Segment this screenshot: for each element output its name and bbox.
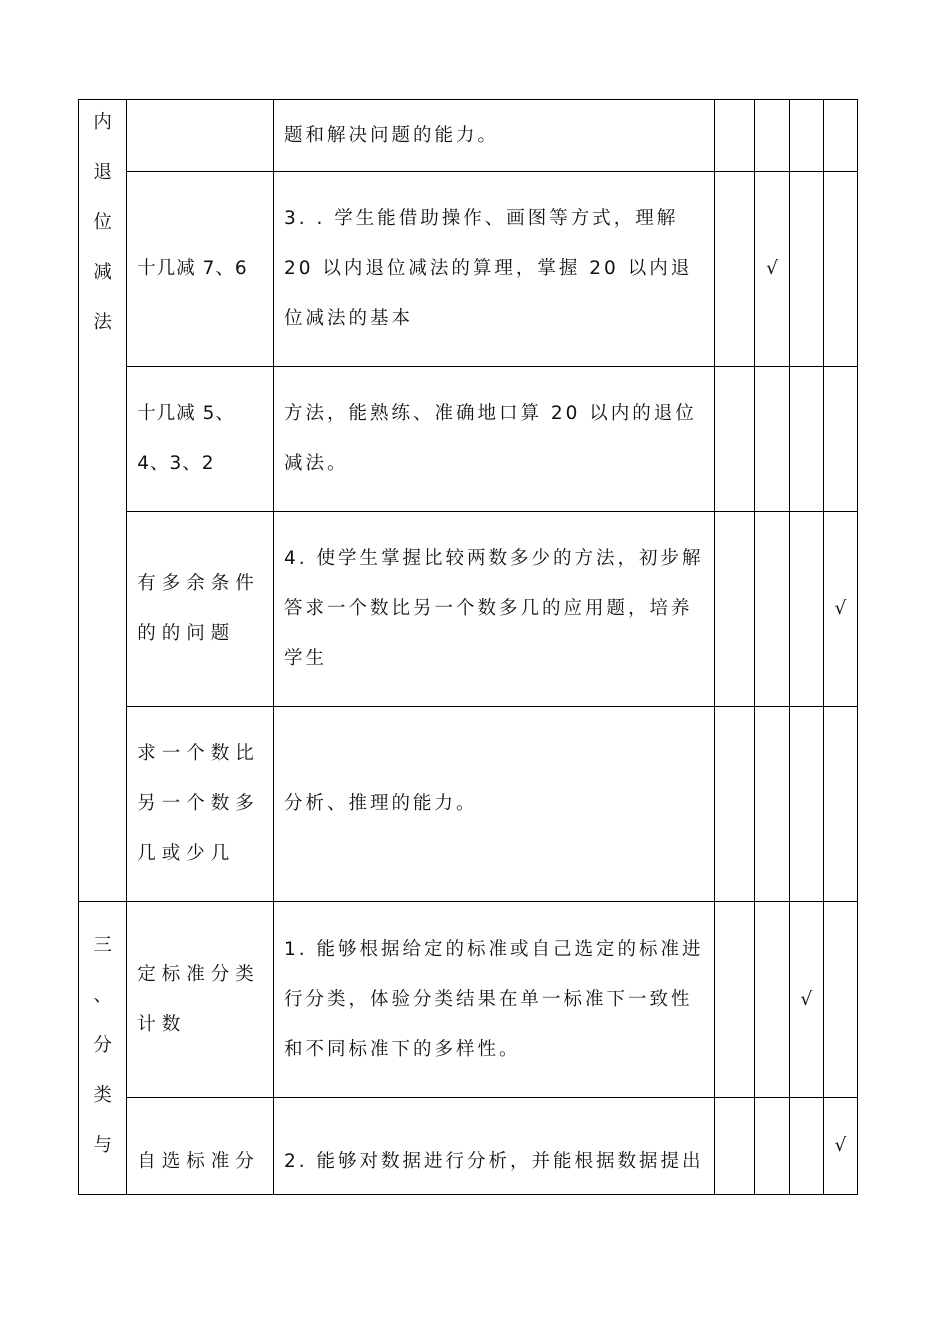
objective-cell: 分析、推理的能力。: [273, 707, 714, 902]
objective-cell: 方法，能熟练、准确地口算 20 以内的退位减法。: [273, 367, 714, 512]
mark-cell: [789, 1098, 823, 1195]
mark-cell: [755, 100, 789, 172]
table-row: [79, 172, 858, 367]
table-row: [79, 1098, 858, 1195]
unit-char: 类: [93, 1085, 112, 1106]
mark-cell: [789, 100, 823, 172]
mark-cell: [823, 902, 857, 1098]
mark-cell: [715, 512, 755, 707]
unit-char: 位: [93, 212, 112, 233]
mark-cell: [715, 1098, 755, 1195]
objective-cell: 2. 能够对数据进行分析，并能根据数据提出: [273, 1098, 714, 1195]
table-row: [79, 512, 858, 707]
lesson-cell: 定标准分类计数: [127, 902, 274, 1098]
mark-cell: [823, 172, 857, 367]
mark-cell: [789, 512, 823, 707]
mark-cell: [789, 707, 823, 902]
lesson-cell: 十几减 7、6: [127, 172, 274, 367]
unit-char: 与: [93, 1135, 112, 1156]
lesson-cell: 有多余条件的的问题: [127, 512, 274, 707]
unit-cell-subtraction: [79, 100, 127, 902]
objective-cell: [273, 100, 714, 172]
table-row: [79, 707, 858, 902]
unit-char: 内: [93, 112, 112, 133]
mark-cell: [823, 367, 857, 512]
lesson-cell: 求一个数比另一个数多几或少几: [127, 707, 274, 902]
mark-cell: [755, 1098, 789, 1195]
table-row: [79, 902, 858, 1098]
unit-char: 分: [93, 1035, 112, 1056]
unit-char: 三: [93, 935, 112, 956]
unit-char: 减: [93, 262, 112, 283]
check-mark: √: [789, 902, 823, 1098]
unit-char: 法: [93, 312, 112, 333]
objective-cell: 1. 能够根据给定的标准或自己选定的标准进行分类，体验分类结果在单一标准下一致性和不同标准下的多样性。: [273, 902, 714, 1098]
lesson-cell: 十几减 5、4、3、2: [127, 367, 274, 512]
table-row: [79, 367, 858, 512]
objective-cell: 4. 使学生掌握比较两数多少的方法，初步解答求一个数比另一个数多几的应用题，培养学生: [273, 512, 714, 707]
curriculum-table: [78, 99, 858, 1195]
check-mark: √: [823, 1098, 857, 1195]
mark-cell: [715, 100, 755, 172]
mark-cell: [715, 707, 755, 902]
mark-cell: [789, 367, 823, 512]
mark-cell: [823, 100, 857, 172]
table-row: [79, 100, 858, 172]
objective-cell: 3. . 学生能借助操作、画图等方式，理解 20 以内退位减法的算理，掌握 20 以内退位减法的基本: [273, 172, 714, 367]
unit-char: 退: [93, 162, 112, 183]
mark-cell: [755, 707, 789, 902]
lesson-cell: [127, 100, 274, 172]
lesson-cell: 自选标准分: [127, 1098, 274, 1195]
check-mark: √: [755, 172, 789, 367]
mark-cell: [755, 902, 789, 1098]
mark-cell: [715, 902, 755, 1098]
mark-cell: [755, 367, 789, 512]
mark-cell: [755, 512, 789, 707]
objective-text: 题和解决问题的能力。: [283, 124, 499, 146]
check-mark: √: [823, 512, 857, 707]
unit-cell-classification: [79, 902, 127, 1195]
unit-char: 、: [93, 985, 112, 1006]
mark-cell: [789, 172, 823, 367]
mark-cell: [715, 172, 755, 367]
mark-cell: [715, 367, 755, 512]
mark-cell: [823, 707, 857, 902]
